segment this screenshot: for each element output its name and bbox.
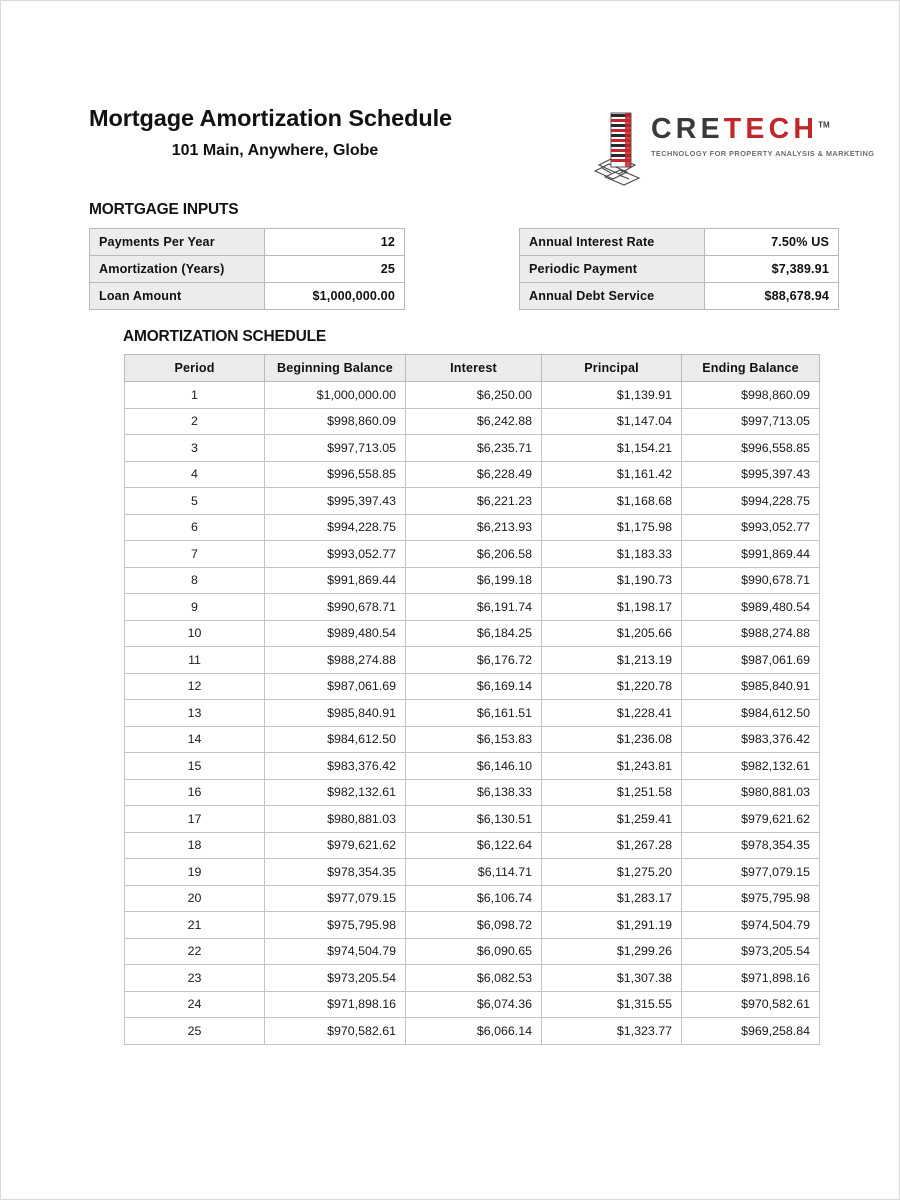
cell-amount: $971,898.16 [682,965,820,992]
cell-amount: $987,061.69 [682,647,820,674]
cell-amount: $1,323.77 [542,1018,682,1045]
cell-amount: $1,251.58 [542,779,682,806]
cell-period: 12 [125,673,265,700]
logo-text-block [651,113,875,158]
cell-amount: $990,678.71 [682,567,820,594]
cell-period: 19 [125,859,265,886]
cell-period: 15 [125,753,265,780]
cell-amount: $6,106.74 [406,885,542,912]
document-header [1,105,900,197]
cell-amount: $974,504.79 [682,912,820,939]
column-header-principal: Principal [542,355,682,382]
cell-amount: $993,052.77 [265,541,406,568]
mortgage-inputs-left-table [89,228,405,310]
cell-amount: $1,307.38 [542,965,682,992]
cell-amount: $1,139.91 [542,382,682,409]
table-row [520,229,839,256]
table-row [125,461,820,488]
cell-amount: $6,074.36 [406,991,542,1018]
cell-amount: $980,881.03 [265,806,406,833]
cell-amount: $987,061.69 [265,673,406,700]
page-subtitle: 101 Main, Anywhere, Globe [171,141,379,159]
cell-amount: $977,079.15 [265,885,406,912]
cell-amount: $6,221.23 [406,488,542,515]
table-row [125,700,820,727]
input-value-payments-per-year: 12 [265,229,405,256]
cell-amount: $994,228.75 [682,488,820,515]
cell-amount: $978,354.35 [682,832,820,859]
cell-amount: $996,558.85 [682,435,820,462]
input-label-amortization-years: Amortization (Years) [90,256,265,283]
mortgage-inputs-right-table [519,228,839,310]
cell-amount: $989,480.54 [265,620,406,647]
cell-amount: $969,258.84 [682,1018,820,1045]
cell-amount: $1,205.66 [542,620,682,647]
input-value-annual-debt-service: $88,678.94 [705,283,839,310]
table-row [125,541,820,568]
column-header-period: Period [125,355,265,382]
table-row [125,1018,820,1045]
cell-period: 4 [125,461,265,488]
cell-period: 3 [125,435,265,462]
cell-period: 18 [125,832,265,859]
cell-amount: $6,146.10 [406,753,542,780]
cell-amount: $975,795.98 [265,912,406,939]
input-label-loan-amount: Loan Amount [90,283,265,310]
cell-amount: $979,621.62 [682,806,820,833]
cell-amount: $6,235.71 [406,435,542,462]
input-label-annual-debt-service: Annual Debt Service [520,283,705,310]
cell-amount: $6,090.65 [406,938,542,965]
table-row [125,382,820,409]
cell-period: 7 [125,541,265,568]
cell-amount: $970,582.61 [682,991,820,1018]
cell-period: 11 [125,647,265,674]
cell-period: 9 [125,594,265,621]
cell-amount: $1,175.98 [542,514,682,541]
cell-amount: $1,283.17 [542,885,682,912]
cell-amount: $1,259.41 [542,806,682,833]
cell-amount: $6,250.00 [406,382,542,409]
table-row [125,912,820,939]
amortization-schedule-heading: AMORTIZATION SCHEDULE [123,328,327,345]
cell-period: 10 [125,620,265,647]
cell-amount: $979,621.62 [265,832,406,859]
column-header-interest: Interest [406,355,542,382]
cell-period: 1 [125,382,265,409]
cell-amount: $6,138.33 [406,779,542,806]
table-row [125,408,820,435]
cell-amount: $971,898.16 [265,991,406,1018]
cell-amount: $6,114.71 [406,859,542,886]
inputs-right-body [520,229,839,310]
cell-amount: $974,504.79 [265,938,406,965]
cell-amount: $6,242.88 [406,408,542,435]
cell-amount: $6,199.18 [406,567,542,594]
cell-amount: $997,713.05 [265,435,406,462]
cell-amount: $6,206.58 [406,541,542,568]
table-row [125,488,820,515]
table-row [125,647,820,674]
logo-wordmark [651,115,851,144]
cell-amount: $1,168.68 [542,488,682,515]
cell-amount: $989,480.54 [682,594,820,621]
inputs-left-body [90,229,405,310]
cell-amount: $985,840.91 [682,673,820,700]
cell-period: 6 [125,514,265,541]
cell-period: 13 [125,700,265,727]
table-row [90,229,405,256]
cell-amount: $1,228.41 [542,700,682,727]
table-row [90,283,405,310]
table-row [125,514,820,541]
cell-period: 25 [125,1018,265,1045]
page-title: Mortgage Amortization Schedule [89,105,453,131]
table-row [125,594,820,621]
cell-amount: $984,612.50 [682,700,820,727]
cell-amount: $6,066.14 [406,1018,542,1045]
cell-amount: $993,052.77 [682,514,820,541]
cell-amount: $1,154.21 [542,435,682,462]
cell-amount: $996,558.85 [265,461,406,488]
cell-amount: $1,275.20 [542,859,682,886]
table-row [125,965,820,992]
cell-amount: $6,130.51 [406,806,542,833]
cell-amount: $1,315.55 [542,991,682,1018]
cell-period: 17 [125,806,265,833]
cell-amount: $6,228.49 [406,461,542,488]
cell-amount: $1,198.17 [542,594,682,621]
cell-amount: $983,376.42 [265,753,406,780]
input-label-payments-per-year: Payments Per Year [90,229,265,256]
table-row [520,283,839,310]
cell-amount: $1,190.73 [542,567,682,594]
cell-amount: $6,184.25 [406,620,542,647]
cell-amount: $973,205.54 [265,965,406,992]
table-row [125,885,820,912]
cell-amount: $6,122.64 [406,832,542,859]
cell-amount: $1,291.19 [542,912,682,939]
input-value-periodic-payment: $7,389.91 [705,256,839,283]
cell-period: 14 [125,726,265,753]
cell-amount: $6,176.72 [406,647,542,674]
input-label-periodic-payment: Periodic Payment [520,256,705,283]
table-row [520,256,839,283]
cell-period: 5 [125,488,265,515]
logo-tagline: TECHNOLOGY FOR PROPERTY ANALYSIS & MARKETING [651,148,875,158]
cell-amount: $982,132.61 [682,753,820,780]
cell-amount: $991,869.44 [265,567,406,594]
cell-amount: $977,079.15 [682,859,820,886]
cell-amount: $980,881.03 [682,779,820,806]
input-label-annual-interest-rate: Annual Interest Rate [520,229,705,256]
cell-amount: $984,612.50 [265,726,406,753]
cell-amount: $973,205.54 [682,938,820,965]
table-row [125,832,820,859]
cell-amount: $1,236.08 [542,726,682,753]
cell-amount: $1,213.19 [542,647,682,674]
table-row [125,620,820,647]
logo-word-cre: CRE [651,113,724,145]
input-value-annual-interest-rate: 7.50% US [705,229,839,256]
input-value-amortization-years: 25 [265,256,405,283]
cell-period: 2 [125,408,265,435]
cell-period: 8 [125,567,265,594]
cell-amount: $997,713.05 [682,408,820,435]
table-row [90,256,405,283]
cell-amount: $6,098.72 [406,912,542,939]
cell-period: 16 [125,779,265,806]
cretech-building-icon [589,107,653,191]
cretech-logo [589,107,875,193]
cell-period: 22 [125,938,265,965]
mortgage-inputs-heading: MORTGAGE INPUTS [89,201,239,218]
cell-amount: $6,169.14 [406,673,542,700]
column-header-beginning-balance: Beginning Balance [265,355,406,382]
cell-amount: $970,582.61 [265,1018,406,1045]
table-row [125,726,820,753]
schedule-table-body [125,382,820,1045]
cell-amount: $6,153.83 [406,726,542,753]
cell-period: 20 [125,885,265,912]
cell-amount: $1,243.81 [542,753,682,780]
cell-amount: $978,354.35 [265,859,406,886]
table-row [125,806,820,833]
cell-amount: $6,213.93 [406,514,542,541]
table-row [125,991,820,1018]
title-block [89,105,509,160]
table-header-row [125,355,820,382]
cell-amount: $1,299.26 [542,938,682,965]
cell-amount: $6,161.51 [406,700,542,727]
trademark-symbol: TM [818,120,830,130]
amortization-schedule-table [124,354,820,1045]
cell-amount: $1,183.33 [542,541,682,568]
table-row [125,673,820,700]
cell-amount: $6,191.74 [406,594,542,621]
cell-amount: $998,860.09 [682,382,820,409]
cell-amount: $985,840.91 [265,700,406,727]
cell-amount: $988,274.88 [265,647,406,674]
schedule-table-head [125,355,820,382]
cell-amount: $1,147.04 [542,408,682,435]
cell-amount: $990,678.71 [265,594,406,621]
cell-amount: $988,274.88 [682,620,820,647]
cell-amount: $991,869.44 [682,541,820,568]
cell-amount: $995,397.43 [682,461,820,488]
logo-word-tech: TECH [723,113,819,145]
cell-amount: $1,267.28 [542,832,682,859]
cell-amount: $6,082.53 [406,965,542,992]
cell-amount: $1,000,000.00 [265,382,406,409]
cell-amount: $975,795.98 [682,885,820,912]
cell-amount: $1,161.42 [542,461,682,488]
cell-amount: $998,860.09 [265,408,406,435]
table-row [125,779,820,806]
column-header-ending-balance: Ending Balance [682,355,820,382]
table-row [125,859,820,886]
cell-amount: $994,228.75 [265,514,406,541]
cell-period: 23 [125,965,265,992]
table-row [125,567,820,594]
table-row [125,753,820,780]
cell-period: 21 [125,912,265,939]
cell-amount: $1,220.78 [542,673,682,700]
cell-amount: $995,397.43 [265,488,406,515]
cell-amount: $983,376.42 [682,726,820,753]
table-row [125,938,820,965]
input-value-loan-amount: $1,000,000.00 [265,283,405,310]
table-row [125,435,820,462]
cell-period: 24 [125,991,265,1018]
cell-amount: $982,132.61 [265,779,406,806]
